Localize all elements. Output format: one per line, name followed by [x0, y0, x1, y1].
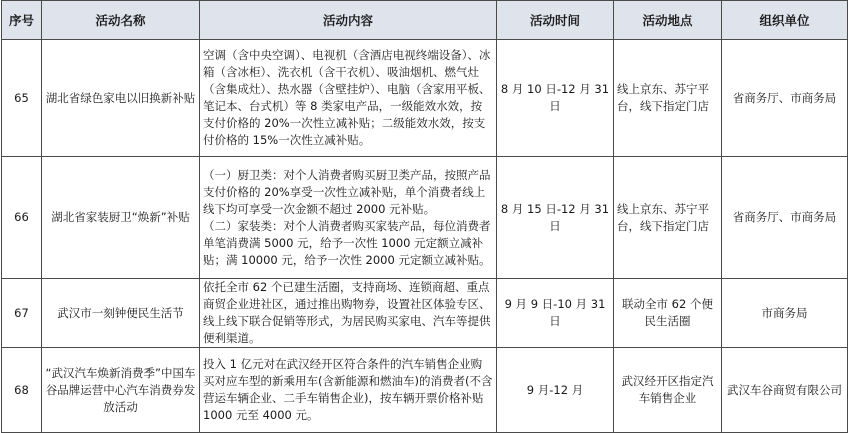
- row-no: 67: [2, 279, 42, 348]
- header-name: 活动名称: [42, 1, 200, 40]
- row-time: 8 月 15 日-12 月 31 日: [497, 157, 614, 279]
- row-time: 8 月 10 日-12 月 31 日: [497, 40, 614, 157]
- activity-table: [1, 0, 848, 433]
- row-time: 9 月-12 月: [497, 348, 614, 433]
- row-place: 武汉经开区指定汽车销售企业: [614, 348, 722, 433]
- row-time: 9 月 9 日-10 月 31 日: [497, 279, 614, 348]
- table-container: [1, 0, 847, 433]
- header-row: [2, 1, 848, 40]
- row-place: 联动全市 62 个便民生活圈: [614, 279, 722, 348]
- header-no: 序号: [2, 1, 42, 40]
- table-row: [2, 40, 848, 157]
- row-content-part-1: （一）厨卫类：对个人消费者购买厨卫类产品，按照产品支付价格的 20%享受一次性立减补贴，单个消费者线上线下均可享受一次金额不超过 2000 元补贴。: [203, 167, 491, 216]
- row-org: 市商务局: [722, 279, 848, 348]
- row-place: 线上京东、苏宁平台，线下指定门店: [614, 157, 722, 279]
- row-content: 依托全市 62 个已建生活圈，支持商场、连锁商超、重点商贸企业进社区，通过推出购物券，设置社区体验专区、线上线下联合促销等形式，为居民购买家电、汽车等提供便利渠道。: [200, 279, 497, 348]
- header-place: 活动地点: [614, 1, 722, 40]
- row-content-part-2: （二）家装类：对个人消费者购买家装产品，每位消费者单笔消费满 5000 元，给予一次性 1000 元定额立减补贴；满 10000 元，给予一次性 2000 元定额立减补贴。: [203, 218, 491, 267]
- row-org: 省商务厅、市商务局: [722, 40, 848, 157]
- header-content: 活动内容: [200, 1, 497, 40]
- row-name: 湖北省家装厨卫“焕新”补贴: [42, 157, 200, 279]
- row-org: 武汉车谷商贸有限公司: [722, 348, 848, 433]
- table-row: [2, 348, 848, 433]
- row-org: 省商务厅、市商务局: [722, 157, 848, 279]
- row-name: 武汉市一刻钟便民生活节: [42, 279, 200, 348]
- row-content: 空调（含中央空调）、电视机（含酒店电视终端设备）、冰箱（含冰柜）、洗衣机（含干衣机）、吸油烟机、燃气灶（含集成灶）、热水器（含壁挂炉）、电脑（含家用平板、笔记本、台式机）等 8 类家电产品，一级能效水效，按支付价格的 20%一次性立减补贴；二级能效水效，按支付价格的 15%一次性立减补贴。: [200, 40, 497, 157]
- table-row: [2, 157, 848, 279]
- row-place: 线上京东、苏宁平台，线下指定门店: [614, 40, 722, 157]
- header-time: 活动时间: [497, 1, 614, 40]
- header-org: 组织单位: [722, 1, 848, 40]
- row-no: 68: [2, 348, 42, 433]
- row-no: 65: [2, 40, 42, 157]
- row-name: “武汉汽车焕新消费季”中国车谷品牌运营中心汽车消费券发放活动: [42, 348, 200, 433]
- row-name: 湖北省绿色家电以旧换新补贴: [42, 40, 200, 157]
- table-row: [2, 279, 848, 348]
- row-content: [200, 157, 497, 279]
- row-no: 66: [2, 157, 42, 279]
- row-content: 投入 1 亿元对在武汉经开区符合条件的汽车销售企业购买对应车型的新乘用车(含新能源和燃油车)的消费者(不含营运车辆企业、二手车销售企业)，按车辆开票价格补贴 1000 元至 4000 元。: [200, 348, 497, 433]
